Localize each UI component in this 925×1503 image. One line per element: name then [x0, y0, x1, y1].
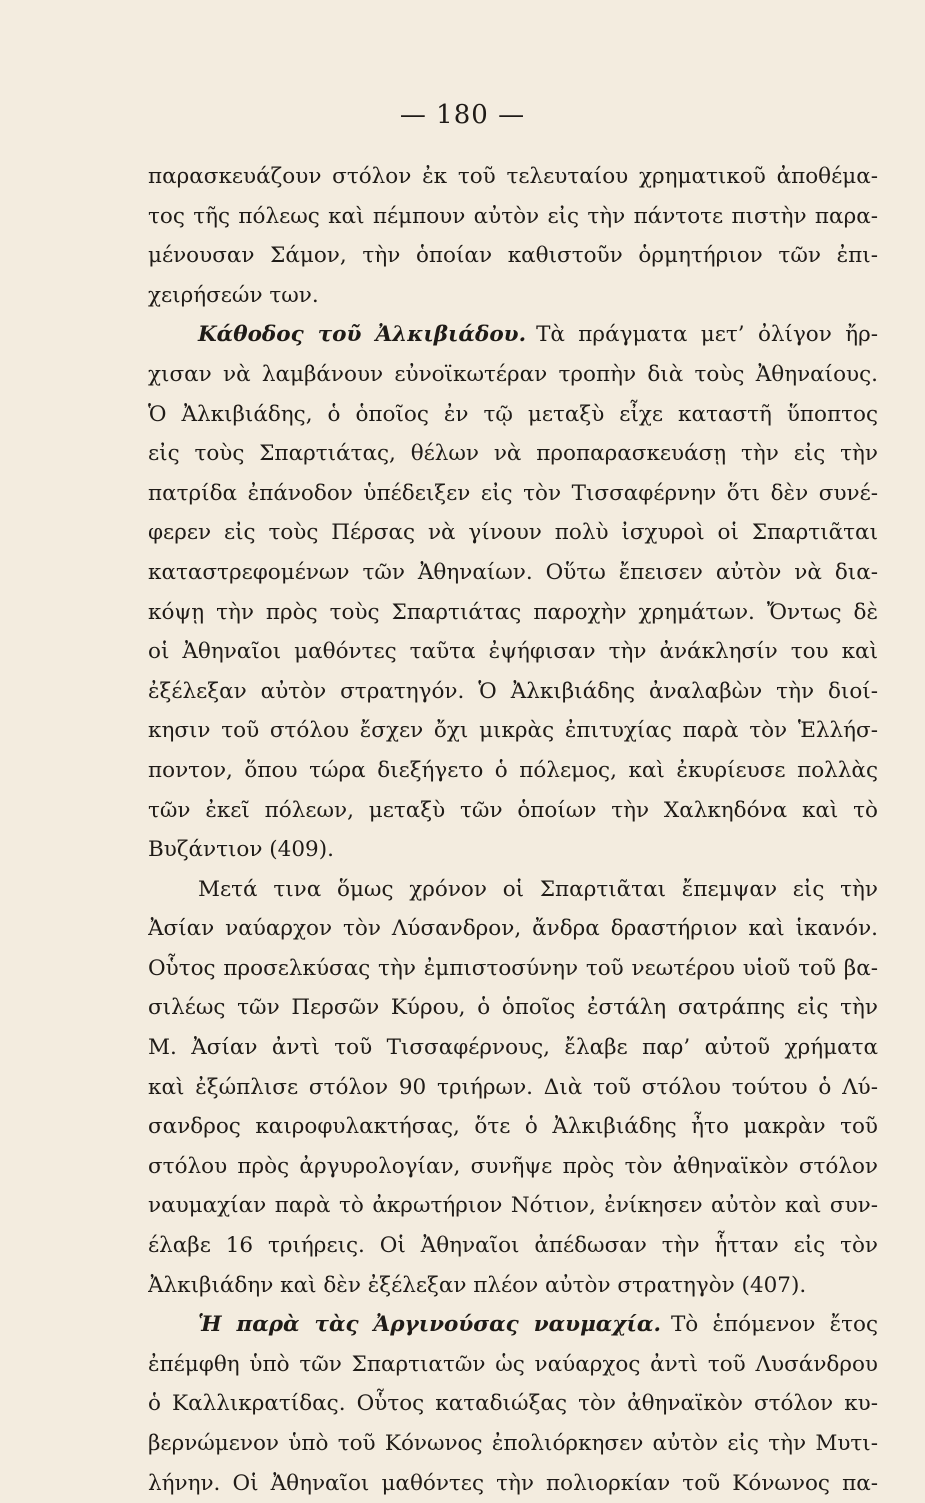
text-line [148, 1147, 878, 1187]
line-text: στόλου πρὸς ἀργυρολογίαν, συνῆψε πρὸς τὸν ἀθηναϊκὸν στόλον [148, 1153, 878, 1179]
text-line [148, 1384, 878, 1424]
line-text: σιλέως τῶν Περσῶν Κύρου, ὁ ὁποῖος ἐστάλη σατράπης εἰς τὴν [148, 995, 878, 1021]
text-line [148, 276, 878, 316]
line-text: παρασκευάζουν στόλον ἐκ τοῦ τελευταίου χρηματικοῦ ἀποθέμα- [148, 164, 878, 189]
text-line [148, 830, 878, 870]
line-text: καταστρεφομένων τῶν Ἀθηναίων. Οὕτω ἔπεισεν αὐτὸν νὰ δια- [148, 559, 878, 585]
line-text: Βυζάντιον (409). [148, 837, 334, 863]
text-line [148, 1305, 878, 1345]
text-line [148, 553, 878, 593]
line-text: φερεν εἰς τοὺς Πέρσας νὰ γίνουν πολὺ ἰσχυροὶ οἱ Σπαρτιᾶται [148, 520, 878, 546]
text-line [148, 157, 878, 197]
line-text: Τὸ ἑπόμενον ἔτος [670, 1312, 878, 1338]
line-text: ἐπέμφθη ὑπὸ τῶν Σπαρτιατῶν ὡς ναύαρχος ἀντὶ τοῦ Λυσάνδρου [148, 1351, 878, 1377]
text-line [148, 1464, 878, 1503]
text-line [148, 395, 878, 435]
text-line [148, 909, 878, 949]
section-heading: Κάθοδος τοῦ Ἀλκιβιάδου. [198, 322, 527, 348]
text-line [148, 1424, 878, 1464]
text-line [148, 1186, 878, 1226]
line-text: ναυμαχίαν παρὰ τὸ ἀκρωτήριον Νότιον, ἐνίκησεν αὐτὸν καὶ συν- [148, 1193, 878, 1219]
line-text: κόψῃ τὴν πρὸς τοὺς Σπαρτιάτας παροχὴν χρημάτων. Ὄντως δὲ [148, 599, 878, 625]
line-text: Τὰ πράγματα μετ’ ὀλίγον ἤρ- [536, 322, 878, 348]
text-line [148, 870, 878, 910]
line-text: χειρήσεών των. [148, 282, 319, 308]
text-line [148, 1266, 878, 1306]
body-text [148, 157, 878, 1503]
line-text: τος τῆς πόλεως καὶ πέμπουν αὐτὸν εἰς τὴν πάντοτε πιστὴν παρα- [148, 203, 878, 229]
line-text: έλαβε 16 τριήρεις. Οἱ Ἀθηναῖοι ἀπέδωσαν τὴν ἧτταν εἰς τὸν [148, 1233, 878, 1259]
text-line [148, 474, 878, 514]
text-line [148, 1068, 878, 1108]
line-text: λήνην. Οἱ Ἀθηναῖοι μαθόντες τὴν πολιορκίαν τοῦ Κόνωνος πα- [148, 1470, 878, 1496]
text-line [148, 791, 878, 831]
text-line [148, 632, 878, 672]
text-line [148, 593, 878, 633]
line-text: σανδρος καιροφυλακτήσας, ὅτε ὁ Ἀλκιβιάδης ἦτο μακρὰν τοῦ [148, 1114, 878, 1140]
text-line [148, 1345, 878, 1385]
line-text: Μ. Ἀσίαν ἀντὶ τοῦ Τισσαφέρνους, ἔλαβε παρ’ αὐτοῦ χρήματα [148, 1035, 878, 1061]
line-text: οἱ Ἀθηναῖοι μαθόντες ταῦτα ἐψήφισαν τὴν ἀνάκλησίν του καὶ [148, 639, 878, 665]
line-text: κησιν τοῦ στόλου ἔσχεν ὄχι μικρὰς ἐπιτυχίας παρὰ τὸν Ἑλλήσ- [148, 718, 878, 744]
line-text: μένουσαν Σάμον, τὴν ὁποίαν καθιστοῦν ὁρμητήριον τῶν ἐπι- [148, 243, 878, 269]
line-text: τῶν ἐκεῖ πόλεων, μεταξὺ τῶν ὁποίων τὴν Χαλκηδόνα καὶ τὸ [148, 797, 878, 823]
line-text: Ὁ Ἀλκιβιάδης, ὁ ὁποῖος ἐν τῷ μεταξὺ εἶχε καταστῆ ὕποπτος [148, 401, 878, 427]
line-text: πατρίδα ἐπάνοδον ὑπέδειξεν εἰς τὸν Τισσαφέρνην ὅτι δὲν συνέ- [148, 480, 878, 506]
text-line [148, 988, 878, 1028]
line-text: Μετά τινα ὅμως χρόνον οἱ Σπαρτιᾶται ἔπεμψαν εἰς τὴν [198, 876, 878, 902]
line-text: βερνώμενον ὑπὸ τοῦ Κόνωνος ἐπολιόρκησεν αὐτὸν εἰς τὴν Μυτι- [148, 1431, 878, 1456]
line-text: ποντον, ὅπου τώρα διεξήγετο ὁ πόλεμος, καὶ ἐκυρίευσε πολλὰς [148, 757, 878, 783]
text-line [148, 1107, 878, 1147]
line-text: Ἀσίαν ναύαρχον τὸν Λύσανδρον, ἄνδρα δραστήριον καὶ ἱκανόν. [148, 916, 878, 942]
section-heading: Ἡ παρὰ τὰς Ἀργινούσας ναυμαχία. [198, 1312, 661, 1338]
line-text: εἰς τοὺς Σπαρτιάτας, θέλων νὰ προπαρασκευάσῃ τὴν εἰς τὴν [148, 441, 878, 467]
text-line [148, 711, 878, 751]
line-text: χισαν νὰ λαμβάνουν εὐνοϊκωτέραν τροπὴν διὰ τοὺς Ἀθηναίους. [148, 361, 878, 387]
text-line [148, 355, 878, 395]
text-line [148, 513, 878, 553]
text-line [148, 1028, 878, 1068]
line-text: ὁ Καλλικρατίδας. Οὗτος καταδιώξας τὸν ἀθηναϊκὸν στόλον κυ- [148, 1391, 878, 1417]
text-line [148, 315, 878, 355]
page-number: — 180 — [399, 100, 526, 130]
line-text: ἐξέλεξαν αὐτὸν στρατηγόν. Ὁ Ἀλκιβιάδης ἀναλαβὼν τὴν διοί- [148, 678, 878, 704]
text-line [148, 434, 878, 474]
text-line [148, 949, 878, 989]
line-text: καὶ ἐξώπλισε στόλον 90 τριήρων. Διὰ τοῦ στόλου τούτου ὁ Λύ- [148, 1074, 878, 1100]
text-line [148, 751, 878, 791]
text-line [148, 236, 878, 276]
text-line [148, 1226, 878, 1266]
line-text: Ἀλκιβιάδην καὶ δὲν ἐξέλεξαν πλέον αὐτὸν στρατηγὸν (407). [148, 1272, 807, 1298]
line-text: Οὗτος προσελκύσας τὴν ἐμπιστοσύνην τοῦ νεωτέρου υἱοῦ τοῦ βα- [148, 955, 878, 981]
text-line [148, 197, 878, 237]
text-line [148, 672, 878, 712]
